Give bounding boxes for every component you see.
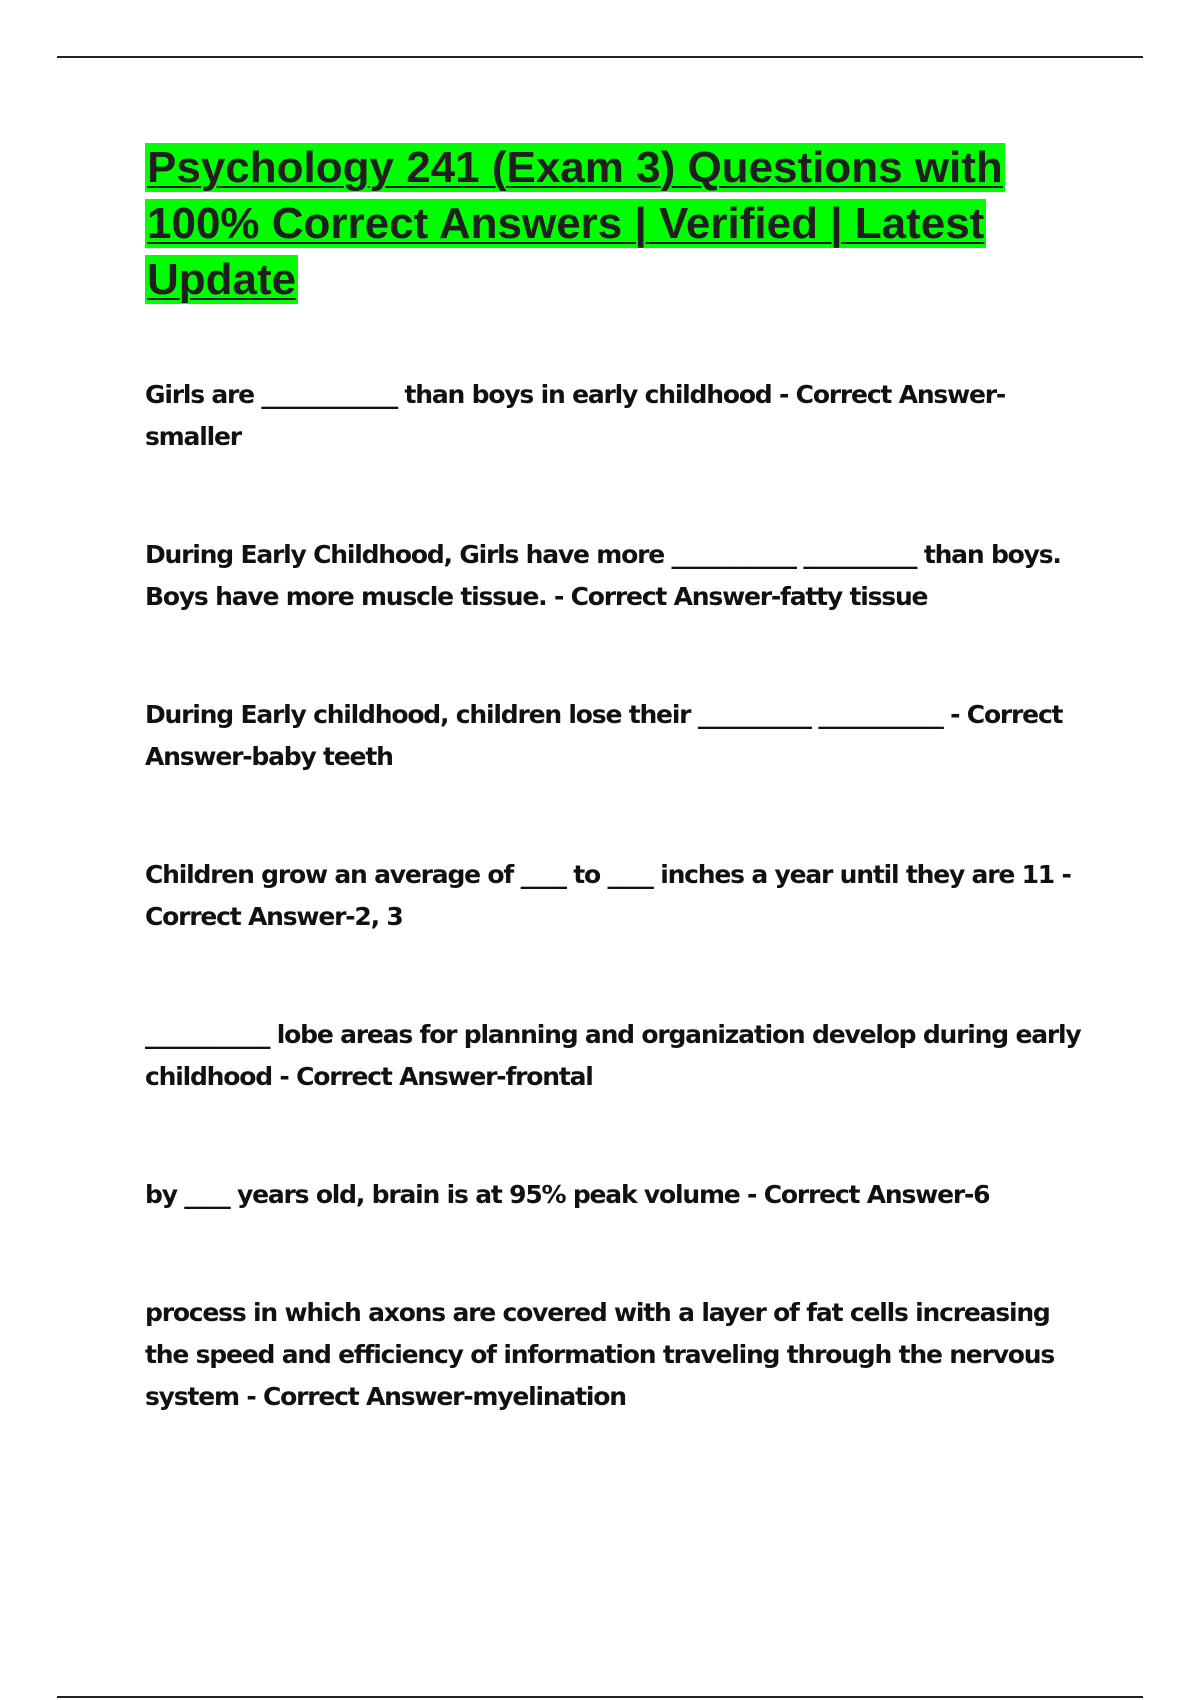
question-text: ___________ lobe areas for planning and organization develop during early childhood - Correct Answer- — [145, 1020, 1081, 1091]
question-text: by ____ years old, brain is at 95% peak volume - Correct Answer- — [145, 1180, 974, 1209]
footer-rule — [57, 1696, 1143, 1698]
qa-item — [145, 1292, 1095, 1418]
qa-item — [145, 534, 1095, 618]
question-text: process in which axons are covered with a layer of fat cells increasing the speed and efficiency of information traveling through the nervous system - Correct Answer- — [145, 1298, 1055, 1411]
answer-text: fatty tissue — [780, 582, 928, 611]
answer-text: smaller — [145, 422, 241, 451]
document-title-text: Psychology 241 (Exam 3) Questions with 100% Correct Answers | Verified | Latest Update — [147, 143, 1003, 304]
document-body — [145, 140, 1095, 1494]
question-text: Girls are ____________ than boys in early childhood - Correct Answer- — [145, 380, 1006, 409]
qa-item — [145, 694, 1095, 778]
qa-list — [145, 374, 1095, 1418]
answer-text: frontal — [505, 1062, 593, 1091]
qa-item — [145, 854, 1095, 938]
question-text: During Early childhood, children lose their __________ ___________ - Correct Answer- — [145, 700, 1063, 771]
answer-text: baby teeth — [251, 742, 393, 771]
document-title — [145, 140, 1095, 308]
qa-item — [145, 1014, 1095, 1098]
question-text: Children grow an average of ____ to ____ inches a year until they are 11 - Correct Answer- — [145, 860, 1071, 931]
qa-item — [145, 1174, 1095, 1216]
question-text: During Early Childhood, Girls have more ___________ __________ than boys. Boys have more muscle tissue. - Correct Answer- — [145, 540, 1061, 611]
answer-text: 2, 3 — [354, 902, 403, 931]
qa-item — [145, 374, 1095, 458]
answer-text: myelination — [472, 1382, 626, 1411]
header-rule — [57, 56, 1143, 58]
answer-text: 6 — [973, 1180, 990, 1209]
